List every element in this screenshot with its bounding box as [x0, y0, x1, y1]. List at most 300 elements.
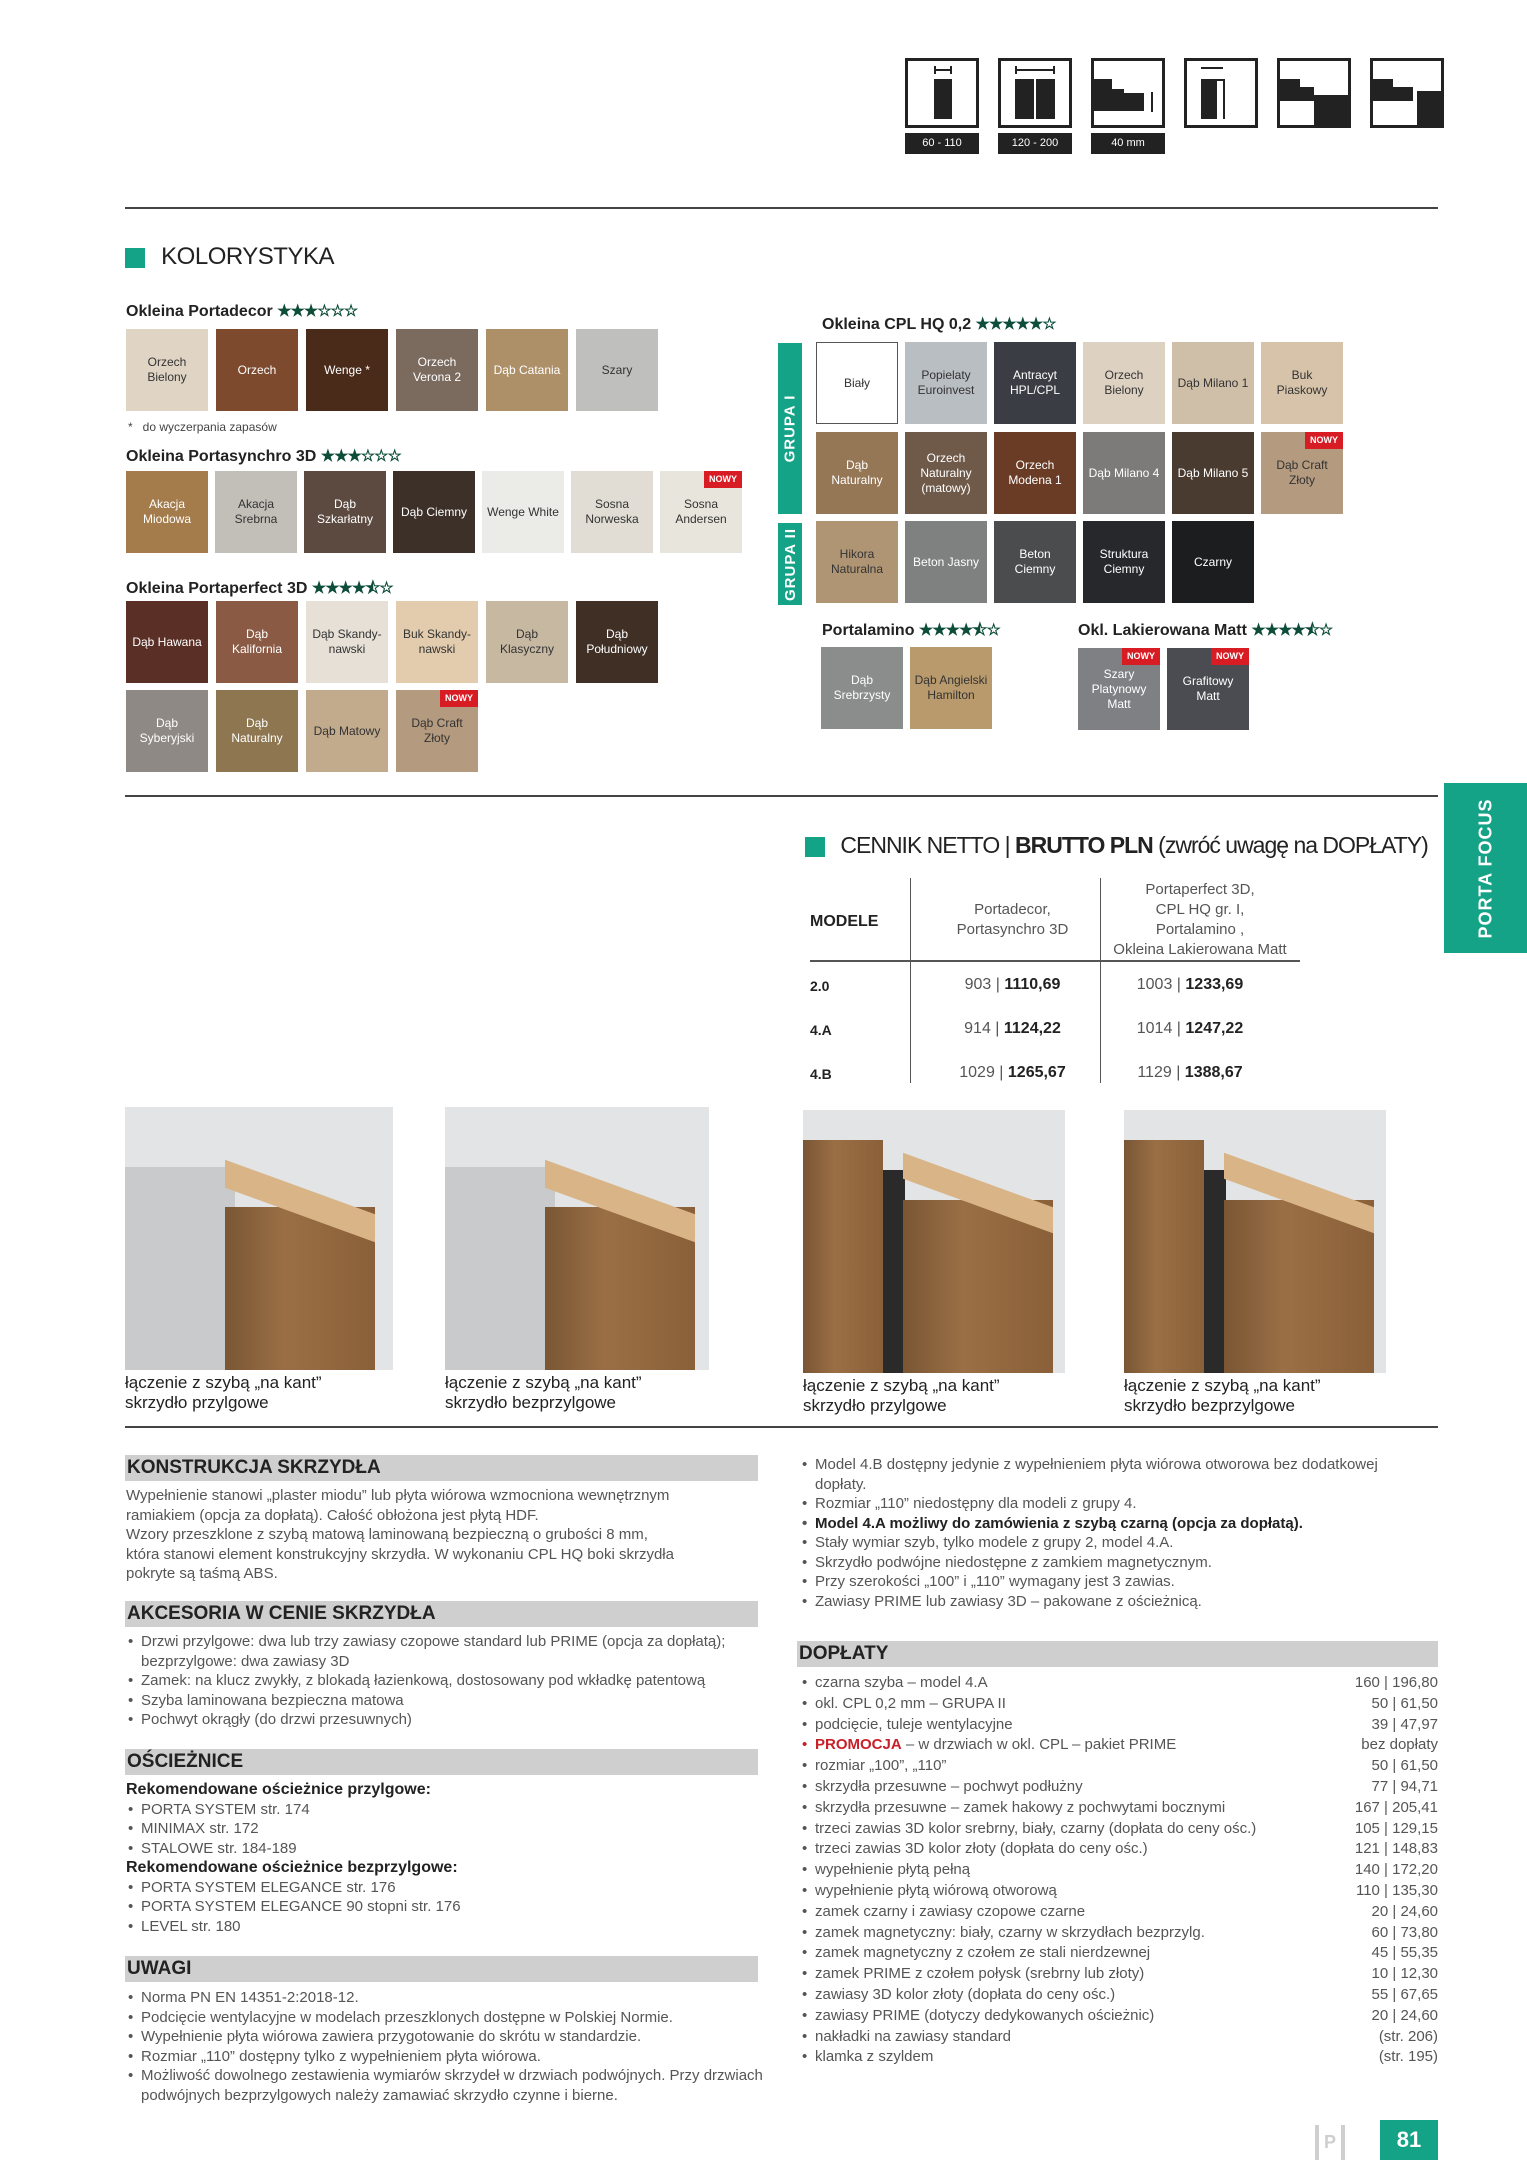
new-badge: NOWY [1211, 648, 1249, 665]
rebated-door-icon [1184, 58, 1258, 128]
divider [125, 207, 1438, 209]
rating-stars: ★★★★⯪☆ [311, 580, 393, 597]
page-number [1380, 2120, 1438, 2160]
note-item: • Stały wymiar szyb, tylko modele z grupy 2, model 4.A. [800, 1533, 1420, 1553]
section-side-tab [1444, 783, 1527, 953]
swatch-label: Beton Jasny [912, 554, 980, 569]
swatch-label: Antracyt HPL/CPL [1009, 368, 1061, 397]
surcharge-label [815, 1735, 1176, 1756]
list-item: • Pochwyt okrągły (do drzwi przesuwnych) [126, 1710, 766, 1730]
surcharge-text: zamek czarny i zawiasy czopowe czarne [815, 1902, 1086, 1920]
swatch-label: Dąb Milano 1 [1177, 375, 1249, 390]
logo-letter: P [1323, 2132, 1336, 2152]
color-swatch [1083, 432, 1165, 514]
caption-line: łączenie z szybą „na kant” [803, 1376, 1000, 1395]
color-swatch [571, 471, 653, 553]
surcharge-text: skrzydła przesuwne – pochwyt podłużny [815, 1777, 1083, 1795]
color-swatch [1261, 342, 1343, 424]
spec-label: 120 - 200 [998, 133, 1072, 154]
cpl-title [822, 314, 1056, 334]
swatch-label: Dąb Craft Złoty [1276, 458, 1328, 487]
color-swatch [816, 521, 898, 603]
cennik-title-gross: BRUTTO PLN [1014, 832, 1153, 858]
price-cell-b: 1129 | 1388,67 [1137, 1064, 1243, 1081]
wood-panel [1124, 1140, 1204, 1373]
caption-line: skrzydło przylgowe [125, 1393, 269, 1412]
surcharge-row [800, 1943, 1438, 1964]
lakierowana-swatches [1078, 648, 1249, 730]
note-item: • Model 4.A możliwy do zamówienia z szybą czarną (opcja za dopłatą). [800, 1514, 1420, 1534]
color-swatch [304, 471, 386, 553]
akcesoria-heading: AKCESORIA W CENIE SKRZYDŁA [125, 1601, 758, 1627]
color-swatch [486, 329, 568, 411]
portaperfect-title [126, 577, 393, 604]
image-caption [1124, 1376, 1321, 1416]
cennik-title-net: CENNIK NETTO [840, 832, 1000, 858]
surcharge-text: – w drzwiach w okl. CPL – pakiet PRIME [901, 1736, 1177, 1754]
surcharge-label [815, 2047, 933, 2068]
surcharge-row [800, 2027, 1438, 2048]
surcharge-row [800, 2047, 1438, 2068]
uwagi-list [126, 1988, 766, 2105]
caption-line: łączenie z szybą „na kant” [1124, 1376, 1321, 1395]
glass-pane [125, 1167, 235, 1370]
frame-profile-flush-icon [1370, 58, 1444, 128]
wood-panel [903, 1200, 1053, 1373]
footnote: * do wyczerpania zapasów [128, 420, 277, 434]
frame-profile-icon [1277, 58, 1351, 128]
surcharge-price: 20 | 24,60 [1371, 2006, 1438, 2024]
caption-line: łączenie z szybą „na kant” [445, 1373, 642, 1392]
swatch-label: Dąb Hawana [132, 634, 202, 649]
surcharge-price: 55 | 67,65 [1371, 1985, 1438, 2003]
surcharge-text: klamka z szyldem [815, 2048, 934, 2066]
surcharge-text: trzeci zawias 3D kolor złoty (dopłata do ceny ośc.) [815, 1840, 1148, 1858]
price-cell-a: 903 | 1110,69 [964, 976, 1061, 993]
surcharge-text: zamek magnetyczny: biały, czarny w skrzydłach bezprzylg. [815, 1923, 1205, 1941]
portadecor-label: Okleina Portadecor [126, 303, 273, 320]
surcharge-text: zawiasy PRIME (dotyczy dedykowanych ościeżnic) [815, 2006, 1155, 2024]
accent-square [805, 837, 825, 857]
surcharge-price: 140 | 172,20 [1354, 1861, 1438, 1879]
list-item: • PORTA SYSTEM ELEGANCE 90 stopni str. 176 [126, 1897, 766, 1917]
new-badge: NOWY [704, 471, 742, 488]
swatch-label: Dąb Kalifornia [231, 627, 283, 656]
portalamino-swatches [821, 647, 992, 729]
color-swatch [306, 601, 388, 683]
new-badge: NOWY [1122, 648, 1160, 665]
spec-thickness [1090, 58, 1166, 154]
frame-list [126, 1878, 766, 1937]
lakierowana-title [1078, 619, 1332, 646]
title-separator: | [1004, 832, 1010, 858]
surcharge-row [800, 1860, 1438, 1881]
surcharge-label [815, 1819, 1256, 1840]
surcharge-text: okl. CPL 0,2 mm – GRUPA II [815, 1694, 1006, 1712]
text-line: ramiakiem (opcja za dopłatą). Całość obłożona jest płytą HDF. [126, 1506, 539, 1524]
color-swatch [1172, 342, 1254, 424]
gross-price: 1110,69 [1004, 976, 1061, 993]
net-price: 903 [964, 976, 992, 993]
surcharge-text: zawiasy 3D kolor złoty (dopłata do ceny ośc.) [815, 1985, 1116, 2003]
surcharge-row [800, 1715, 1438, 1736]
surcharge-label [815, 1902, 1085, 1923]
double-door-width-icon [998, 58, 1072, 128]
subheading: Rekomendowane ościeżnice bezprzylgowe: [126, 1859, 458, 1876]
surcharge-label [815, 1673, 988, 1694]
color-swatch [306, 329, 388, 411]
door-thickness-icon [1091, 58, 1165, 128]
black-glass-strip [1204, 1170, 1226, 1373]
portadecor-swatches [126, 329, 658, 411]
swatch-label: Wenge * [324, 362, 370, 377]
color-swatch [126, 329, 208, 411]
surcharge-row [800, 1839, 1438, 1860]
color-swatch [396, 329, 478, 411]
spec-label: 60 - 110 [905, 133, 979, 154]
swatch-label: Dąb Matowy [313, 723, 381, 738]
surcharge-label [815, 1943, 1150, 1964]
color-swatch [816, 432, 898, 514]
header-col-b [1100, 880, 1300, 960]
door-edge-image [125, 1107, 393, 1370]
black-glass-strip [883, 1170, 905, 1373]
text-line: Wzory przeszklone z szybą matową laminowaną bezpieczną o grubości 8 mm, [126, 1526, 648, 1543]
surcharge-price: 20 | 24,60 [1371, 1902, 1438, 1920]
text-line: Wypełnienie stanowi „plaster miodu” lub płyta wiórowa wzmocniona wewnętrznym [126, 1487, 670, 1504]
swatch-label: Dąb Srebrzysty [833, 673, 891, 702]
oscieznice-section [126, 1780, 766, 1936]
spec-label: 40 mm [1091, 133, 1165, 154]
swatch-label: Dąb Naturalny [231, 716, 283, 745]
list-item: • Norma PN EN 14351-2:2018-12. [126, 1988, 766, 2008]
surcharge-text: zamek PRIME z czołem połysk (srebrny lub złoty) [815, 1965, 1145, 1983]
color-swatch [905, 432, 987, 514]
surcharge-label [815, 1798, 1225, 1819]
surcharge-price: 105 | 129,15 [1354, 1819, 1438, 1837]
surcharge-label [815, 2006, 1154, 2027]
surcharge-row [800, 1735, 1438, 1756]
surcharge-text: skrzydła przesuwne – zamek hakowy z pochwytami bocznymi [815, 1798, 1226, 1816]
swatch-label: Dąb Milano 5 [1177, 465, 1249, 480]
gross-price: 1124,22 [1003, 1020, 1061, 1037]
color-swatch [215, 471, 297, 553]
swatch-label: Dąb Craft Złoty [411, 716, 463, 745]
caption-line: skrzydło przylgowe [803, 1396, 947, 1415]
uwagi-heading: UWAGI [125, 1956, 758, 1982]
color-swatch [905, 342, 987, 424]
swatch-label: Szary Platynowy Matt [1091, 666, 1147, 711]
table-vline [910, 878, 911, 1083]
kolorystyka-title: KOLORYSTYKA [161, 243, 334, 270]
glass-pane [445, 1167, 555, 1370]
surcharge-row [800, 1923, 1438, 1944]
color-swatch [216, 329, 298, 411]
konstrukcja-heading: KONSTRUKCJA SKRZYDŁA [125, 1455, 758, 1481]
subheading: Rekomendowane ościeżnice przylgowe: [126, 1781, 431, 1798]
surcharge-label [815, 1694, 1006, 1715]
cpl-group2-row [816, 521, 1254, 603]
surcharge-text: wypełnienie płytą pełną [815, 1861, 971, 1879]
model-cell: 4.A [810, 1022, 832, 1038]
surcharge-label [815, 1881, 1057, 1902]
surcharge-price: 60 | 73,80 [1371, 1923, 1438, 1941]
swatch-label: Dąb Południowy [586, 627, 648, 656]
surcharge-text: wypełnienie płytą wiórową otworową [815, 1881, 1057, 1899]
color-swatch [396, 601, 478, 683]
net-price: 1014 [1136, 1020, 1173, 1037]
doplaty-list [800, 1673, 1438, 2068]
surcharge-price: 50 | 61,50 [1371, 1694, 1438, 1712]
color-swatch [816, 342, 898, 424]
swatch-label: Orzech Naturalny (matowy) [920, 450, 972, 495]
surcharge-label [815, 1923, 1205, 1944]
list-item: • Rozmiar „110” dostępny tylko z wypełnieniem płyta wiórowa. [126, 2047, 766, 2067]
surcharge-row [800, 1902, 1438, 1923]
side-tab-label: PORTA FOCUS [1475, 798, 1495, 938]
list-item: • Podcięcie wentylacyjne w modelach przeszklonych dostępne w Polskiej Normie. [126, 2008, 766, 2028]
text-line: która stanowi element konstrukcyjny skrzydła. W wykonaniu CPL HQ boki skrzydła [126, 1545, 674, 1563]
price-cell-b: 1014 | 1247,22 [1136, 1020, 1244, 1037]
list-item: • Zamek: na klucz zwykły, z blokadą łazienkową, dostosowany pod wkładkę patentową [126, 1671, 766, 1691]
surcharge-price: 121 | 148,83 [1354, 1840, 1438, 1858]
surcharge-text: podcięcie, tuleje wentylacyjne [815, 1715, 1013, 1733]
rating-stars: ★★★☆☆☆ [277, 303, 358, 320]
surcharge-price: (str. 195) [1378, 2048, 1438, 2066]
color-swatch [393, 471, 475, 553]
surcharge-text: rozmiar „100”, „110” [815, 1757, 947, 1775]
swatch-label: Orzech Bielony [147, 355, 187, 384]
model-cell: 4.B [810, 1066, 832, 1082]
spec-frame-flush [1369, 58, 1445, 154]
lakierowana-label: Okl. Lakierowana Matt [1078, 622, 1247, 639]
cpl-label: Okleina CPL HQ 0,2 [822, 316, 972, 333]
surcharge-text: czarna szyba – model 4.A [815, 1674, 988, 1691]
cpl-group1-row1 [816, 342, 1343, 424]
color-swatch [994, 521, 1076, 603]
surcharge-price: 39 | 47,97 [1371, 1715, 1438, 1733]
list-item: • STALOWE str. 184-189 [126, 1839, 766, 1859]
swatch-label: Orzech Verona 2 [412, 355, 462, 384]
surcharge-row [800, 1819, 1438, 1840]
list-item: • PORTA SYSTEM ELEGANCE str. 176 [126, 1878, 766, 1898]
color-swatch [216, 601, 298, 683]
color-swatch [905, 521, 987, 603]
surcharge-price: 45 | 55,35 [1371, 1944, 1438, 1962]
net-price: 914 [964, 1020, 991, 1037]
color-swatch [821, 647, 903, 729]
color-swatch [1167, 648, 1249, 730]
color-swatch [306, 690, 388, 772]
grupa-1-text: GRUPA I [781, 394, 799, 463]
portasynchro-label: Okleina Portasynchro 3D [126, 448, 317, 465]
surcharge-label [815, 1777, 1083, 1798]
swatch-label: Dąb Skandy-nawski [312, 627, 382, 656]
grupa-1-label [778, 343, 802, 514]
portadecor-title [126, 301, 357, 321]
portaperfect-swatches-row1 [126, 601, 658, 683]
list-item: • Możliwość dowolnego zestawienia wymiarów skrzydeł w drzwiach podwójnych. Przy drzwiach podwójnych bezprzylgowych należy zamawiać skrzydło czynne i bierne. [126, 2066, 766, 2105]
swatch-label: Beton Ciemny [1014, 547, 1056, 576]
surcharge-row [800, 2006, 1438, 2027]
list-item: • Szyba laminowana bezpieczna matowa [126, 1691, 766, 1711]
surcharge-text: nakładki na zawiasy standard [815, 2027, 1011, 2045]
note-item: • Model 4.B dostępny jedynie z wypełnieniem płyta wiórowa otworowa bez dodatkowej dopłaty. [800, 1455, 1420, 1494]
model-notes [800, 1455, 1420, 1611]
net-price: 1003 [1136, 976, 1173, 993]
surcharge-text: zamek magnetyczny z czołem ze stali nierdzewnej [815, 1944, 1151, 1962]
oscieznice-heading: OŚCIEŻNICE [125, 1749, 758, 1775]
surcharge-label [815, 1839, 1148, 1860]
swatch-label: Biały [843, 375, 870, 390]
header-col-b-line: Portalamino , [1155, 921, 1245, 938]
spec-double-door [997, 58, 1073, 154]
color-swatch [1172, 432, 1254, 514]
surcharge-price: 167 | 205,41 [1354, 1798, 1438, 1816]
color-swatch [396, 690, 478, 772]
table-hline [810, 960, 1300, 962]
swatch-label: Akacja Miodowa [142, 497, 192, 526]
price-cell-a: 914 | 1124,22 [964, 1020, 1061, 1037]
surcharge-row [800, 1694, 1438, 1715]
portalamino-title [822, 619, 1000, 646]
door-edge-image [445, 1107, 709, 1370]
cpl-group1-row2 [816, 432, 1343, 514]
rating-stars: ★★★★★☆ [975, 316, 1056, 333]
akcesoria-list [126, 1632, 766, 1730]
promo-label: PROMOCJA [815, 1736, 902, 1754]
swatch-label: Czarny [1193, 554, 1232, 569]
divider [125, 795, 1438, 797]
color-swatch [126, 471, 208, 553]
surcharge-label [815, 2027, 1011, 2048]
rating-stars: ★★★☆☆☆ [320, 448, 401, 465]
surcharge-price: 160 | 196,80 [1354, 1674, 1438, 1691]
color-swatch [660, 471, 742, 553]
surcharge-label [815, 1715, 1013, 1736]
price-cell-b: 1003 | 1233,69 [1136, 976, 1244, 993]
note-item: • Zawiasy PRIME lub zawiasy 3D – pakowane z ościeżnicą. [800, 1592, 1420, 1612]
color-swatch [1172, 521, 1254, 603]
swatch-label: Popielaty Euroinvest [917, 368, 975, 397]
swatch-label: Hikora Naturalna [830, 547, 884, 576]
net-price: 1029 [959, 1064, 995, 1081]
doplaty-heading: DOPŁATY [797, 1641, 1438, 1667]
note-item: • Rozmiar „110” niedostępny dla modeli z grupy 4. [800, 1494, 1420, 1514]
caption-line: łączenie z szybą „na kant” [125, 1373, 322, 1392]
image-caption [125, 1373, 322, 1413]
divider [125, 1426, 1438, 1428]
net-price: 1129 [1137, 1064, 1172, 1081]
list-item: • LEVEL str. 180 [126, 1917, 766, 1937]
surcharge-label [815, 1756, 946, 1777]
header-col-a: Portadecor, Portasynchro 3D [956, 901, 1069, 938]
spec-rebate [1183, 58, 1259, 154]
cennik-heading [805, 832, 1428, 859]
rating-stars: ★★★★⯪☆ [1251, 622, 1333, 639]
swatch-label: Grafitowy Matt [1182, 674, 1234, 703]
header-col-b-line: CPL HQ gr. I, [1155, 901, 1245, 918]
surcharge-price: 110 | 135,30 [1355, 1881, 1438, 1899]
porta-logo-icon [1315, 2125, 1345, 2160]
surcharge-row [800, 1798, 1438, 1819]
swatch-label: Dąb Szkarłatny [316, 497, 374, 526]
surcharge-text: trzeci zawias 3D kolor srebrny, biały, czarny (dopłata do ceny ośc.) [815, 1819, 1257, 1837]
swatch-label: Wenge White [487, 504, 559, 519]
swatch-label: Dąb Ciemny [400, 504, 468, 519]
new-badge: NOWY [1305, 432, 1343, 449]
new-badge: NOWY [440, 690, 478, 707]
color-swatch [126, 690, 208, 772]
text-line: pokryte są taśmą ABS. [126, 1565, 278, 1582]
portaperfect-swatches-row2 [126, 690, 478, 772]
accent-square [125, 248, 145, 268]
swatch-label: Orzech [237, 362, 277, 377]
header-col-b-line: Okleina Lakierowana Matt [1113, 941, 1287, 958]
door-edge-image [1124, 1110, 1386, 1373]
color-swatch [216, 690, 298, 772]
surcharge-price: (str. 206) [1378, 2027, 1438, 2045]
surcharge-price: 10 | 12,30 [1371, 1965, 1438, 1983]
swatch-label: Buk Piaskowy [1276, 368, 1328, 397]
wood-panel [1224, 1200, 1374, 1373]
page-number-text: 81 [1396, 2127, 1422, 2152]
color-swatch [1078, 648, 1160, 730]
swatch-label: Orzech Bielony [1104, 368, 1144, 397]
rating-stars: ★★★★⯪☆ [918, 622, 1000, 639]
swatch-label: Dąb Milano 4 [1088, 465, 1160, 480]
portasynchro-swatches [126, 471, 742, 553]
wood-panel [803, 1140, 883, 1373]
color-swatch [1083, 521, 1165, 603]
surcharge-price: 50 | 61,50 [1371, 1757, 1438, 1775]
list-item: • MINIMAX str. 172 [126, 1819, 766, 1839]
portasynchro-title [126, 446, 401, 466]
surcharge-row [800, 1964, 1438, 1985]
swatch-label: Szary [601, 362, 633, 377]
gross-price: 1388,67 [1184, 1064, 1243, 1081]
gross-price: 1233,69 [1185, 976, 1244, 993]
list-item: • Wypełnienie płyta wiórowa zawiera przygotowanie do skrótu w standardzie. [126, 2027, 766, 2047]
gross-price: 1247,22 [1185, 1020, 1244, 1037]
surcharge-label [815, 1985, 1115, 2006]
surcharge-row [800, 1985, 1438, 2006]
surcharge-price: bez dopłaty [1361, 1736, 1438, 1754]
caption-line: skrzydło bezprzylgowe [1124, 1396, 1296, 1415]
grupa-2-label [778, 523, 802, 605]
cennik-title-note: (zwróć uwagę na DOPŁATY) [1158, 832, 1428, 858]
portalamino-label: Portalamino [822, 622, 915, 639]
surcharge-row [800, 1881, 1438, 1902]
color-swatch [576, 329, 658, 411]
color-swatch [994, 342, 1076, 424]
price-cell-a: 1029 | 1265,67 [959, 1064, 1066, 1081]
swatch-label: Sosna Norweska [585, 497, 639, 526]
gross-price: 1265,67 [1007, 1064, 1066, 1081]
color-swatch [994, 432, 1076, 514]
surcharge-row [800, 1673, 1438, 1694]
model-cell: 2.0 [810, 978, 830, 994]
grupa-2-text: GRUPA II [781, 527, 799, 601]
konstrukcja-text [126, 1486, 766, 1584]
swatch-label: Sosna Andersen [675, 497, 727, 526]
color-swatch [576, 601, 658, 683]
surcharge-price: 77 | 94,71 [1371, 1777, 1438, 1795]
swatch-label: Orzech Modena 1 [1008, 458, 1062, 487]
color-swatch [486, 601, 568, 683]
list-item: • Drzwi przylgowe: dwa lub trzy zawiasy czopowe standard lub PRIME (opcja za dopłatą); bezprzylgowe: dwa zawiasy 3D [126, 1632, 766, 1671]
swatch-label: Struktura Ciemny [1099, 547, 1149, 576]
